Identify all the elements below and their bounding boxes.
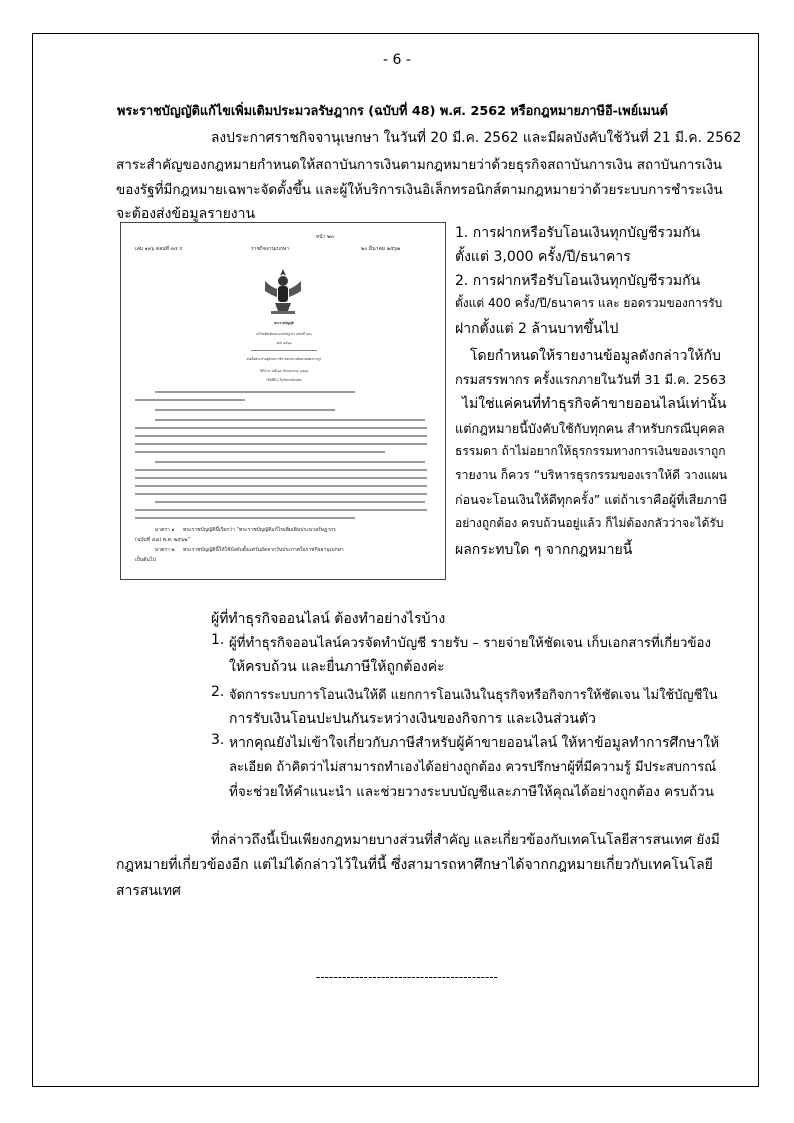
- closing-line-1: ที่กล่าวถึงนี้เป็นเพียงกฎหมายบางส่วนที่สำคัญ และเกี่ยวข้องกับเทคโนโลยีสารสนเทศ ยังมี: [211, 832, 720, 848]
- gazette-act-title: พระราชบัญญัติ: [274, 321, 294, 325]
- gazette-text-line: [135, 509, 427, 511]
- closing-line-2: กฎหมายที่เกี่ยวข้องอีก แต่ไม่ได้กล่าวไว้ในที่นี้ ซึ่งสามารถหาศึกษาได้จากกฎหมายเกี่ยวกับเทคโนโลยี: [116, 857, 713, 873]
- right-col-line-5: ฝากตั้งแต่ 2 ล้านบาทขึ้นไป: [455, 321, 619, 337]
- section-heading: พระราชบัญญัติแก้ไขเพิ่มเติมประมวลรัษฎากร (ฉบับที่ 48) พ.ศ. 2562 หรือกฎหมายภาษีอี-เพย์เมนต์: [117, 104, 668, 119]
- right-col-line-9: แต่กฎหมายนี้บังคับใช้กับทุกคน สำหรับกรณีบุคคล: [455, 422, 725, 437]
- gazette-text-line: [155, 419, 425, 421]
- gazette-date: ๒๐ มีนาคม ๒๕๖๒: [361, 246, 401, 252]
- end-divider: ------------------------------------------: [316, 970, 498, 984]
- garuda-emblem-icon: [261, 267, 305, 315]
- gazette-volume: เล่ม ๑๓๖ ตอนที่ ๓๔ ก: [135, 246, 183, 252]
- right-col-line-6: โดยกำหนดให้รายงานข้อมูลดังกล่าวให้กับ: [470, 348, 721, 364]
- gazette-act-subtitle: แก้ไขเพิ่มเติมประมวลรัษฎากร (ฉบับที่ ๔๘): [256, 332, 312, 336]
- gazette-page-label: หน้า ๒๓: [316, 234, 334, 240]
- right-col-line-8: ไม่ใช่แค่คนที่ทำธุรกิจค้าขายออนไลน์เท่านั้น: [462, 396, 727, 412]
- gazette-text-line: [135, 435, 427, 437]
- gazette-text-line: [135, 399, 245, 401]
- intro-line-1: ลงประกาศราชกิจจานุเษกษา ในวันที่ 20 มี.ค. 2562 และมีผลบังคับใช้วันที่ 21 มี.ค. 2562: [211, 130, 742, 146]
- intro-line-3: ของรัฐที่มีกฎหมายเฉพาะจัดตั้งขึ้น และผู้ให้บริการเงินอิเล็กทรอนิกส์ตามกฎหมายว่าด้วยระบบการชำระเงิน: [116, 182, 723, 198]
- right-col-line-4: ตั้งแต่ 400 ครั้ง/ปี/ธนาคาร และ ยอดรวมของการรับ: [455, 296, 723, 310]
- online-item-1-line-1: ผู้ที่ทำธุรกิจออนไลน์ควรจัดทำบัญชี รายรับ – รายจ่ายให้ชัดเจน เก็บเอกสารที่เกี่ยวข้อง: [229, 636, 711, 651]
- right-col-line-7: กรมสรรพากร ครั้งแรกภายในวันที่ 31 มี.ค. 2563: [455, 373, 727, 388]
- online-item-2-num: 2.: [211, 684, 225, 700]
- gazette-name: ราชกิจจานุเบกษา: [251, 246, 290, 252]
- gazette-act-year: พ.ศ. ๒๕๖๒: [276, 341, 292, 345]
- online-item-2-line-2: การรับเงินโอนปะปนกันระหว่างเงินของกิจการ และเงินส่วนตัว: [229, 711, 596, 727]
- online-item-1-line-2: ให้ครบถ้วน และยื่นภาษีให้ถูกต้องค่ะ: [229, 659, 445, 675]
- right-col-line-2: ตั้งแต่ 3,000 ครั้ง/ปี/ธนาคาร: [455, 249, 631, 265]
- gazette-text-line: [135, 477, 427, 479]
- right-col-line-11: รายงาน ก็ควร “บริหารธุรกรรมของเราให้ดี วางแผน: [455, 468, 728, 482]
- gazette-reign: เป็นปีที่ ๔ ในรัชกาลปัจจุบัน: [266, 378, 302, 382]
- intro-line-4: จะต้องส่งข้อมูลรายงาน: [116, 206, 256, 222]
- gazette-text-line: [135, 469, 427, 471]
- gazette-given-date: ให้ไว้ ณ วันที่ ๑๙ มีนาคม พ.ศ. ๒๕๖๒: [259, 369, 309, 373]
- gazette-king: สมเด็จพระเจ้าอยู่หัวมหาวชิราลงกรณ บดินทรเทพยวรางกูร: [246, 357, 322, 361]
- right-col-line-1: 1. การฝากหรือรับโอนเงินทุกบัญชีรวมกัน: [455, 225, 701, 241]
- right-col-line-3: 2. การฝากหรือรับโอนเงินทุกบัญชีรวมกัน: [455, 273, 701, 289]
- gazette-s2-text: พระราชบัญญัตินี้ให้ใช้บังคับตั้งแต่วันถัดจากวันประกาศในราชกิจจานุเบกษา: [183, 547, 344, 553]
- online-item-3-line-2: ละเอียด ถ้าคิดว่าไม่สามารถทำเองได้อย่างถูกต้อง ควรปรึกษาผู้ที่มีความรู้ มีประสบการณ์: [229, 760, 717, 775]
- right-col-line-10: ธรรมดา ถ้าไม่อยากให้ธุรกรรมทางการเงินของเราถูก: [455, 444, 726, 458]
- gazette-rule: [251, 350, 317, 351]
- gazette-text-line: [155, 391, 355, 393]
- gazette-s1-text: พระราชบัญญัตินี้เรียกว่า “พระราชบัญญัติแก้ไขเพิ่มเติมประมวลรัษฎากร: [183, 527, 336, 533]
- online-section-title: ผู้ที่ทำธุรกิจออนไลน์ ต้องทำอย่างไรบ้าง: [211, 611, 446, 627]
- page-number: - 6 -: [383, 52, 411, 68]
- gazette-text-line: [155, 501, 425, 503]
- royal-gazette-image: [120, 222, 446, 580]
- gazette-text-line: [135, 517, 355, 519]
- online-item-3-line-3: ที่จะช่วยให้คำแนะนำ และช่วยวางระบบบัญชีและภาษีให้คุณได้อย่างถูกต้อง ครบถ้วน: [229, 784, 714, 800]
- intro-line-2: สาระสำคัญของกฎหมายกำหนดให้สถาบันการเงินตามกฎหมายว่าด้วยธุรกิจสถาบันการเงิน สถาบันการเงิน: [116, 157, 723, 173]
- gazette-s1-cont: (ฉบับที่ ๔๘) พ.ศ. ๒๕๖๒”: [135, 537, 191, 543]
- gazette-text-line: [135, 493, 427, 495]
- online-item-3-line-1: หากคุณยังไม่เข้าใจเกี่ยวกับภาษีสำหรับผู้ค้าขายออนไลน์ ให้หาข้อมูลทำการศึกษาให้: [229, 735, 720, 751]
- gazette-s2-label: มาตรา ๒: [155, 547, 175, 553]
- gazette-text-line: [135, 427, 427, 429]
- right-col-line-14: ผลกระทบใด ๆ จากกฎหมายนี้: [455, 542, 633, 558]
- right-col-line-13: อย่างถูกต้อง ครบถ้วนอยู่แล้ว ก็ไม่ต้องกลัวว่าจะได้รับ: [455, 516, 724, 530]
- gazette-s1-label: มาตรา ๑: [155, 527, 175, 533]
- gazette-text-line: [135, 443, 427, 445]
- online-item-3-num: 3.: [211, 732, 225, 748]
- gazette-s2-cont: เป็นต้นไป: [135, 557, 156, 563]
- gazette-text-line: [135, 485, 427, 487]
- online-item-2-line-1: จัดการระบบการโอนเงินให้ดี แยกการโอนเงินในธุรกิจหรือกิจการให้ชัดเจน ไม่ใช้บัญชีใน: [229, 688, 718, 703]
- closing-line-3: สารสนเทศ: [116, 883, 181, 899]
- gazette-text-line: [135, 451, 385, 453]
- gazette-text-line: [155, 409, 335, 411]
- right-col-line-12: ก่อนจะโอนเงินให้ดีทุกครั้ง” แต่ถ้าเราคือผู้ที่เสียภาษี: [455, 492, 728, 507]
- gazette-text-line: [155, 461, 425, 463]
- online-item-1-num: 1.: [211, 632, 225, 648]
